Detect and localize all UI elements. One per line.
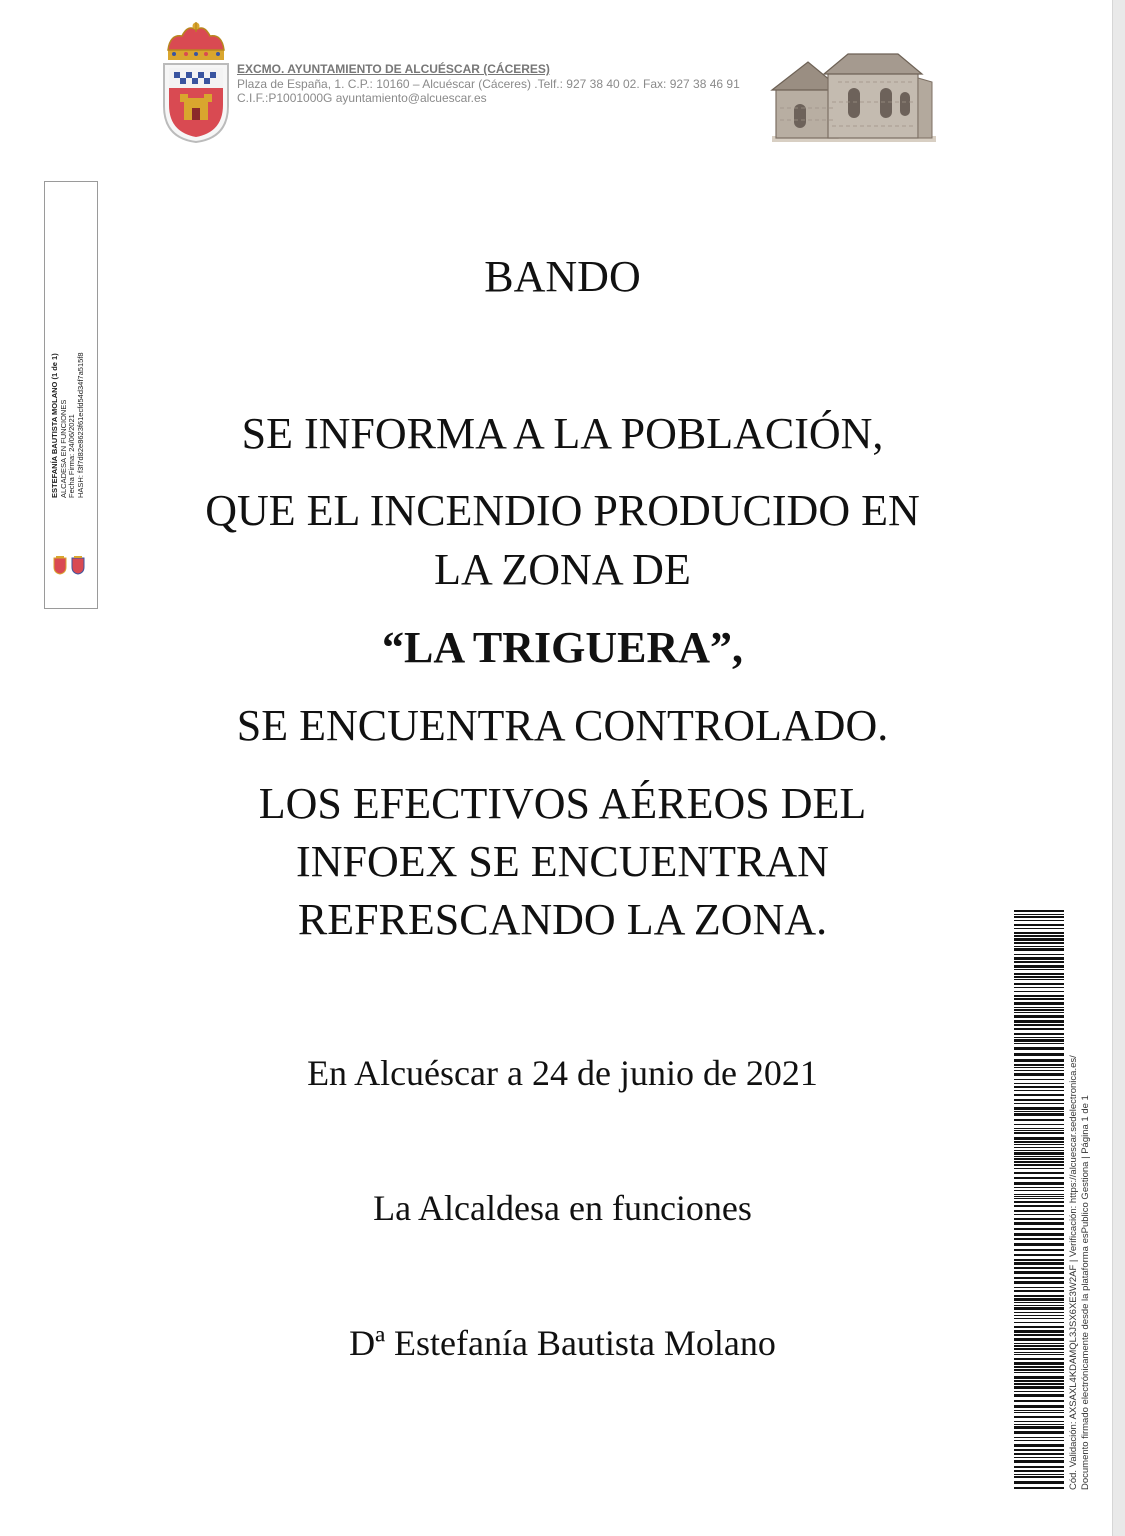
- barcode-bar: [1014, 1147, 1064, 1148]
- barcode-bar: [1014, 1416, 1064, 1418]
- barcode-bar: [1014, 1218, 1064, 1220]
- barcode-bar: [1014, 1228, 1064, 1230]
- barcode-bar: [1014, 1039, 1064, 1042]
- barcode-bar: [1014, 1400, 1064, 1402]
- barcode-bar: [1014, 991, 1064, 992]
- signature-signer: ESTEFANÍA BAUTISTA MOLANO (1 de 1): [50, 353, 59, 498]
- barcode-bar: [1014, 1020, 1064, 1023]
- barcode-bar: [1014, 920, 1064, 921]
- barcode-bar: [1014, 1158, 1064, 1160]
- barcode-bar: [1014, 1254, 1064, 1256]
- barcode-bar: [1014, 1033, 1064, 1035]
- barcode-bar: [1014, 1466, 1064, 1468]
- barcode-bar: [1014, 1144, 1064, 1145]
- barcode-bar: [1014, 954, 1064, 955]
- barcode-bar: [1014, 1470, 1064, 1472]
- body-line-4: SE ENCUENTRA CONTROLADO.: [236, 701, 889, 750]
- barcode-bar: [1014, 1421, 1064, 1422]
- barcode-bar: [1014, 969, 1064, 970]
- body-line-2: QUE EL INCENDIO PRODUCIDO EN: [205, 486, 920, 535]
- barcode-bar: [1014, 1128, 1064, 1129]
- barcode-bar: [1014, 1453, 1064, 1455]
- barcode-bar: [1014, 961, 1064, 963]
- barcode-bar: [1014, 1243, 1064, 1246]
- barcode-bar: [1014, 935, 1064, 937]
- barcode-bar: [1014, 1476, 1064, 1478]
- barcode-bar: [1014, 1067, 1064, 1068]
- barcode-bar: [1014, 1386, 1064, 1389]
- barcode-bar: [1014, 1205, 1064, 1207]
- barcode-bar: [1014, 1113, 1064, 1116]
- barcode-bar: [1014, 938, 1064, 941]
- council-name: EXCMO. AYUNTAMIENTO DE ALCUÉSCAR (CÁCERES): [237, 62, 550, 76]
- barcode-bar: [1014, 1424, 1064, 1425]
- barcode-bar: [1014, 1457, 1064, 1458]
- verification-details: [1068, 930, 1091, 1490]
- barcode-bar: [1014, 1267, 1064, 1269]
- barcode-bar: [1014, 1449, 1064, 1451]
- barcode-bar: [1014, 1290, 1064, 1292]
- barcode-bar: [1014, 1322, 1064, 1323]
- barcode-bar: [1014, 1298, 1064, 1301]
- barcode-bar: [1014, 928, 1064, 929]
- barcode-bar: [1014, 1070, 1064, 1071]
- barcode-bar: [1014, 1437, 1064, 1438]
- church-sketch-icon: [768, 48, 938, 144]
- signature-hash: HASH: f3f7d82e8623f61ecfd54d34f7a515f8: [75, 352, 85, 498]
- barcode-bar: [1014, 946, 1064, 947]
- barcode-bar: [1014, 1431, 1064, 1434]
- signer-role-line: La Alcaldesa en funciones: [373, 1188, 752, 1228]
- municipal-coat-of-arms-icon: [160, 20, 232, 144]
- barcode-bar: [1014, 1190, 1064, 1191]
- barcode-bar: [1014, 1007, 1064, 1008]
- barcode-bar: [1014, 1103, 1064, 1104]
- barcode-bar: [1014, 1037, 1064, 1038]
- barcode-bar: [1014, 1302, 1064, 1303]
- header-contact-block: [237, 62, 740, 106]
- body-line-3: LA ZONA DE: [434, 545, 691, 594]
- barcode-bar: [1014, 1348, 1064, 1350]
- barcode-bar: [1014, 932, 1064, 934]
- barcode-bar: [1014, 1222, 1064, 1225]
- barcode-bar: [1014, 1369, 1064, 1371]
- barcode-bar: [1014, 1262, 1064, 1265]
- barcode-bar: [1014, 1194, 1064, 1195]
- signature-role: ALCADESA EN FUNCIONES: [58, 399, 68, 498]
- barcode-bar: [1014, 979, 1064, 980]
- barcode-bar: [1014, 1164, 1064, 1166]
- barcode-bar: [1014, 1366, 1064, 1368]
- barcode-bar: [1014, 1002, 1064, 1005]
- barcode-bar: [1014, 1334, 1064, 1336]
- barcode-bar: [1014, 1330, 1064, 1333]
- barcode-bar: [1014, 998, 1064, 1000]
- barcode-bar: [1014, 1307, 1064, 1310]
- barcode-bar: [1014, 1012, 1064, 1013]
- barcode-bar: [1014, 1287, 1064, 1288]
- barcode-bar: [1014, 1187, 1064, 1188]
- barcode-bar: [1014, 1137, 1064, 1140]
- barcode-bar: [1014, 1315, 1064, 1316]
- barcode-bar: [1014, 1352, 1064, 1353]
- document-title: BANDO: [484, 252, 641, 301]
- barcode-bar: [1014, 1028, 1064, 1030]
- barcode-bar: [1014, 1201, 1064, 1203]
- verification-platform-line: Documento firmado electrónicamente desde la plataforma esPublico Gestiona | Página 1 de 1: [1079, 1095, 1091, 1490]
- barcode-bar: [1014, 976, 1064, 978]
- barcode-bar: [1014, 1312, 1064, 1313]
- barcode-bar: [1014, 1099, 1064, 1101]
- barcode-bar: [1014, 1354, 1064, 1355]
- barcode-bar: [1014, 973, 1064, 975]
- barcode-bar: [1014, 1440, 1064, 1441]
- barcode-bar: [1014, 1083, 1064, 1084]
- barcode-bar: [1014, 1362, 1064, 1365]
- barcode-bar: [1014, 1141, 1064, 1143]
- barcode-bar: [1014, 1305, 1064, 1306]
- barcode-bar: [1014, 1043, 1064, 1044]
- barcode-bar: [1014, 1376, 1064, 1379]
- barcode-bar: [1014, 1119, 1064, 1121]
- barcode-bar: [1014, 1405, 1064, 1408]
- barcode-bar: [1014, 1358, 1064, 1360]
- barcode-bar: [1014, 1009, 1064, 1011]
- date-place-line: En Alcuéscar a 24 de junio de 2021: [307, 1053, 818, 1093]
- barcode-bar: [1014, 1150, 1064, 1151]
- barcode-bar: [1014, 1412, 1064, 1413]
- barcode-bar: [1014, 1380, 1064, 1382]
- barcode-bar: [1014, 1343, 1064, 1344]
- barcode-bar: [1014, 948, 1064, 951]
- barcode-bar: [1014, 983, 1064, 985]
- barcode-bar: [1014, 1024, 1064, 1026]
- barcode-bar: [1014, 1156, 1064, 1157]
- barcode-bar: [1014, 1053, 1064, 1056]
- page-edge-line: [1112, 0, 1113, 1536]
- barcode-bar: [1014, 942, 1064, 944]
- barcode-bar: [1014, 1372, 1064, 1373]
- barcode-bar: [1014, 995, 1064, 997]
- barcode-bar: [1014, 1238, 1064, 1240]
- barcode-bar: [1014, 1326, 1064, 1328]
- barcode-bar: [1014, 1426, 1064, 1429]
- signer-name-line: Dª Estefanía Bautista Molano: [349, 1323, 776, 1363]
- barcode-bar: [1014, 1107, 1064, 1110]
- barcode-bar: [1014, 1064, 1064, 1066]
- barcode-bar: [1014, 957, 1064, 960]
- barcode-bar: [1014, 924, 1064, 926]
- body-line-1: SE INFORMA A LA POBLACIÓN,: [241, 409, 884, 458]
- barcode-bar: [1014, 1487, 1064, 1489]
- barcode-bar: [1014, 1345, 1064, 1347]
- barcode-bar: [1014, 1318, 1064, 1319]
- barcode-bar: [1014, 1168, 1064, 1169]
- barcode-bar: [1014, 1132, 1064, 1134]
- barcode-bar: [1014, 1172, 1064, 1174]
- barcode-bar: [1014, 916, 1064, 918]
- body-line-7: REFRESCANDO LA ZONA.: [297, 895, 828, 944]
- barcode-bar: [1014, 914, 1064, 915]
- barcode-bar: [1014, 910, 1064, 912]
- barcode-bar: [1014, 1233, 1064, 1236]
- barcode-bar: [1014, 987, 1064, 988]
- barcode-bar: [1014, 1474, 1064, 1475]
- page-edge: [1113, 0, 1125, 1536]
- barcode-bar: [1014, 1086, 1064, 1088]
- barcode-bar: [1014, 1277, 1064, 1279]
- barcode-bar: [1014, 1161, 1064, 1163]
- barcode-bar: [1014, 1383, 1064, 1385]
- body-line-5: LOS EFECTIVOS AÉREOS DEL: [258, 779, 867, 828]
- barcode-bar: [1014, 1338, 1064, 1341]
- barcode-bar: [1014, 1460, 1064, 1463]
- barcode-bar: [1014, 1079, 1064, 1080]
- council-cif-email: C.I.F.:P1001000G ayuntamiento@alcuescar.es: [237, 91, 487, 105]
- barcode-bar: [1014, 1214, 1064, 1215]
- barcode-bar: [1014, 965, 1064, 968]
- barcode-bar: [1014, 1198, 1064, 1199]
- barcode-bar: [1014, 1094, 1064, 1096]
- barcode-bar: [1014, 1196, 1064, 1197]
- body-line-6: INFOEX SE ENCUENTRAN: [296, 837, 829, 886]
- barcode-bar: [1014, 1047, 1064, 1050]
- barcode-bar: [1014, 1295, 1064, 1297]
- barcode-bar: [1014, 1444, 1064, 1447]
- signature-date: Fecha Firma: 24/06/2021: [67, 414, 77, 498]
- verification-code-line: Cód. Validación: AXSAXL4KDAMQL3JSX6XE3W2AF | Verificación: https://alcuescar.sedelectronica.es/: [1068, 1055, 1079, 1490]
- council-address: Plaza de España, 1. C.P.: 10160 – Alcuéscar (Cáceres) .Telf.: 927 38 40 02. Fax: 927 38 46 91: [237, 76, 740, 91]
- barcode-bar: [1014, 1015, 1064, 1018]
- verification-barcode-icon: [1014, 910, 1064, 1490]
- barcode-bar: [1014, 1210, 1064, 1212]
- barcode-bar: [1014, 1410, 1064, 1411]
- barcode-bar: [1014, 1394, 1064, 1397]
- barcode-bar: [1014, 1182, 1064, 1185]
- barcode-bar: [1014, 1124, 1064, 1125]
- barcode-bar: [1014, 1130, 1064, 1131]
- barcode-bar: [1014, 1259, 1064, 1261]
- barcode-bar: [1014, 1152, 1064, 1155]
- barcode-bar: [1014, 1073, 1064, 1076]
- barcode-bar: [1014, 1111, 1064, 1112]
- barcode-bar: [1014, 1177, 1064, 1179]
- barcode-bar: [1014, 1090, 1064, 1091]
- barcode-bar: [1014, 1391, 1064, 1392]
- barcode-bar: [1014, 1271, 1064, 1274]
- barcode-bar: [1014, 1059, 1064, 1062]
- barcode-bar: [1014, 1481, 1064, 1484]
- barcode-bar: [1014, 1281, 1064, 1284]
- barcode-bar: [1014, 1249, 1064, 1251]
- place-name: “LA TRIGUERA”,: [381, 623, 744, 672]
